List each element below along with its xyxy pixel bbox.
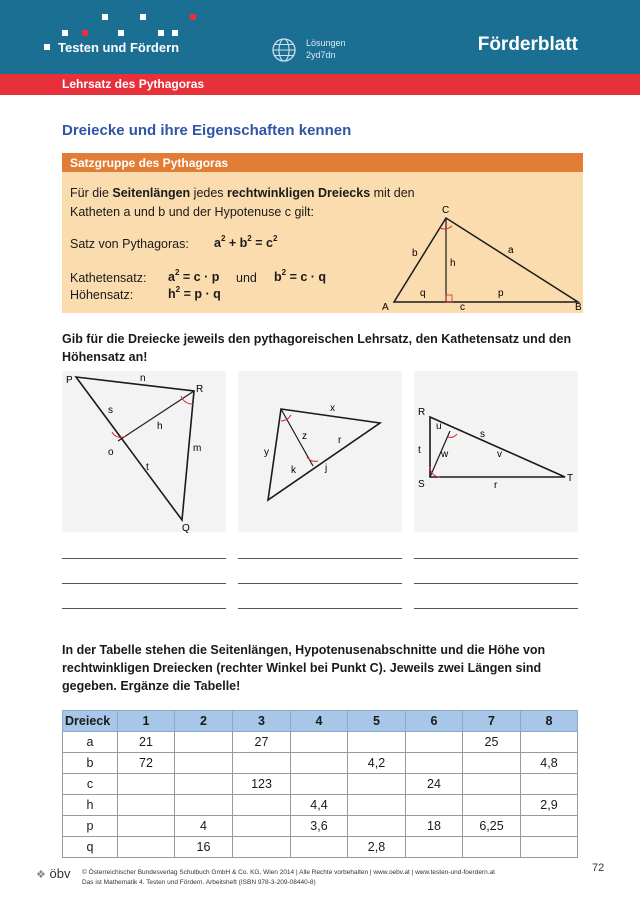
table-cell[interactable]: [406, 753, 463, 774]
table-cell[interactable]: [118, 795, 175, 816]
page-number: 72: [592, 862, 605, 874]
svg-text:s: s: [108, 405, 113, 416]
label-A: A: [382, 302, 389, 313]
kathetensatz-and: und: [236, 271, 257, 285]
table-cell[interactable]: [406, 795, 463, 816]
table-cell[interactable]: [233, 795, 291, 816]
table-cell[interactable]: [291, 837, 348, 858]
table-cell[interactable]: [348, 774, 406, 795]
data-table: [62, 710, 578, 858]
task1-instruction: Gib für die Dreiecke jeweils den pythagoreischen Lehrsatz, den Kathetensatz und den Höhensatz an!: [62, 332, 572, 364]
svg-text:S: S: [418, 479, 425, 490]
answer-line[interactable]: [62, 608, 226, 609]
table-cell[interactable]: [521, 837, 578, 858]
table-header-cell: 7: [463, 711, 521, 732]
svg-text:k: k: [291, 465, 296, 476]
theorem-box-heading: Satzgruppe des Pythagoras: [62, 153, 583, 172]
svg-text:n: n: [140, 373, 146, 384]
theorem-triangle-figure: [380, 205, 583, 313]
svg-text:p: p: [498, 288, 504, 299]
svg-text:q: q: [420, 288, 426, 299]
svg-text:c: c: [460, 302, 465, 313]
table-cell[interactable]: [406, 732, 463, 753]
answer-line[interactable]: [62, 583, 226, 584]
table-cell[interactable]: [406, 837, 463, 858]
table-cell[interactable]: [118, 816, 175, 837]
table-cell[interactable]: 123: [233, 774, 291, 795]
table-cell[interactable]: [463, 837, 521, 858]
svg-text:a: a: [508, 245, 514, 256]
svg-text:m: m: [193, 443, 202, 454]
table-cell[interactable]: 3,6: [291, 816, 348, 837]
table-cell[interactable]: [521, 774, 578, 795]
table-cell[interactable]: [348, 816, 406, 837]
table-cell[interactable]: [233, 837, 291, 858]
solutions-link[interactable]: Lösungen 2yd7dn: [306, 38, 346, 60]
table-header-cell: 6: [406, 711, 463, 732]
svg-text:s: s: [480, 429, 485, 440]
table-cell[interactable]: 4,8: [521, 753, 578, 774]
theorem-intro: Für die Seitenlängen jedes rechtwinkligen Dreiecks mit den Katheten a und b und der Hypotenuse c gilt:: [70, 186, 415, 219]
table-header-cell: 2: [175, 711, 233, 732]
table-header-cell: 3: [233, 711, 291, 732]
answer-line[interactable]: [238, 558, 402, 559]
table-row: [63, 816, 578, 837]
kathetensatz-formula-b: $b^2 = c \cdot q$: [274, 268, 327, 284]
table-header-cell: 4: [291, 711, 348, 732]
svg-text:R: R: [196, 384, 204, 395]
table-cell[interactable]: [348, 795, 406, 816]
table-cell[interactable]: [118, 837, 175, 858]
table-cell[interactable]: 16: [175, 837, 233, 858]
table-cell[interactable]: 24: [406, 774, 463, 795]
pythagoras-label: Satz von Pythagoras:: [70, 237, 189, 251]
table-row: [63, 732, 578, 753]
svg-text:R: R: [418, 407, 426, 418]
svg-text:x: x: [330, 403, 335, 414]
hoehensatz-formula: $h^2 = p \cdot q$: [168, 285, 221, 301]
triangle-figure-1: [62, 371, 226, 532]
svg-text:j: j: [325, 463, 328, 474]
svg-text:Q: Q: [182, 523, 190, 534]
svg-text:v: v: [497, 449, 502, 460]
table-header-cell: 5: [348, 711, 406, 732]
triangle-figure-2: [238, 371, 402, 532]
svg-text:P: P: [66, 375, 73, 386]
kathetensatz-formula-a: $a^2 = c \cdot p$: [168, 268, 220, 284]
section-title: Dreiecke und ihre Eigenschaften kennen: [62, 122, 352, 139]
table-cell[interactable]: [118, 774, 175, 795]
theorem-box: [62, 153, 583, 313]
table-row: [63, 795, 578, 816]
row-label: q: [63, 837, 118, 858]
table-header-cell: 1: [118, 711, 175, 732]
kathetensatz-label: Kathetensatz:: [70, 271, 147, 285]
table-cell[interactable]: 72: [118, 753, 175, 774]
table-cell[interactable]: [463, 795, 521, 816]
svg-text:h: h: [157, 421, 163, 432]
table-cell[interactable]: [233, 753, 291, 774]
table-cell[interactable]: 4,2: [348, 753, 406, 774]
row-label: h: [63, 795, 118, 816]
task2-instruction: In der Tabelle stehen die Seitenlängen, Hypotenusenabschnitte und die Höhe von rechtwinkligen Dreiecken (rechter Winkel bei Punkt C). Jeweils zwei Längen sind gegeben. Ergänze die Tabelle!: [62, 643, 546, 693]
table-cell[interactable]: 21: [118, 732, 175, 753]
table-header-cell: Dreieck: [63, 711, 118, 732]
answer-line[interactable]: [238, 583, 402, 584]
svg-text:r: r: [494, 480, 498, 491]
hoehensatz-label: Höhensatz:: [70, 288, 134, 302]
table-cell[interactable]: 2,9: [521, 795, 578, 816]
table-header-cell: 8: [521, 711, 578, 732]
answer-line[interactable]: [238, 608, 402, 609]
svg-text:t: t: [418, 445, 421, 456]
table-cell[interactable]: [233, 816, 291, 837]
table-row: [63, 774, 578, 795]
sheet-type: Förderblatt: [477, 34, 578, 55]
svg-text:r: r: [338, 435, 342, 446]
triangle-figure-3: [414, 371, 578, 532]
row-label: a: [63, 732, 118, 753]
table-cell[interactable]: 25: [463, 732, 521, 753]
answer-line[interactable]: [414, 608, 578, 609]
answer-line[interactable]: [62, 558, 226, 559]
svg-text:t: t: [146, 462, 149, 473]
svg-text:h: h: [450, 258, 456, 269]
table-cell[interactable]: [175, 795, 233, 816]
svg-text:b: b: [412, 248, 418, 259]
table-cell[interactable]: 4,4: [291, 795, 348, 816]
table-cell[interactable]: [291, 753, 348, 774]
brand-name: Testen und Fördern: [44, 40, 179, 55]
table-cell[interactable]: 2,8: [348, 837, 406, 858]
svg-text:u: u: [436, 421, 442, 432]
pythagoras-formula: $a^2 + b^2 = c^2$: [214, 234, 278, 250]
row-label: b: [63, 753, 118, 774]
label-B: B: [575, 302, 582, 313]
table-cell[interactable]: [175, 774, 233, 795]
table-cell[interactable]: [463, 753, 521, 774]
footer-copyright: © Österreichischer Bundesverlag Schulbuch GmbH & Co. KG, Wien 2014 | Alle Rechte vorbehalten | www.oebv.at | www.testen-und-foerdern.at Das ist Mathematik 4. Testen und Fördern. Arbeitsheft (ISBN 978-3-209-08440-8): [82, 869, 495, 886]
table-cell[interactable]: 27: [233, 732, 291, 753]
svg-text:T: T: [567, 473, 574, 484]
svg-text:o: o: [108, 447, 114, 458]
publisher-logo: ❖ öbv: [36, 866, 71, 881]
table-row: [63, 837, 578, 858]
answer-line[interactable]: [414, 583, 578, 584]
svg-text:y: y: [264, 447, 269, 458]
table-cell[interactable]: 6,25: [463, 816, 521, 837]
answer-line[interactable]: [414, 558, 578, 559]
row-label: c: [63, 774, 118, 795]
table-cell[interactable]: [175, 732, 233, 753]
table-row: [63, 753, 578, 774]
table-cell[interactable]: 4: [175, 816, 233, 837]
header-bar: [0, 0, 640, 74]
table-cell[interactable]: [348, 732, 406, 753]
table-cell[interactable]: [291, 732, 348, 753]
brand-dots: [62, 14, 202, 40]
table-cell[interactable]: 18: [406, 816, 463, 837]
table-cell[interactable]: [463, 774, 521, 795]
table-cell[interactable]: [521, 816, 578, 837]
topic-bar: [0, 74, 640, 95]
table-cell[interactable]: [175, 753, 233, 774]
svg-text:w: w: [441, 449, 449, 460]
globe-icon[interactable]: [271, 37, 297, 63]
table-cell[interactable]: [521, 732, 578, 753]
table-header-row: [63, 711, 578, 732]
label-C: C: [442, 205, 450, 216]
table-cell[interactable]: [291, 774, 348, 795]
row-label: p: [63, 816, 118, 837]
svg-text:z: z: [302, 431, 307, 442]
topic-title: Lehrsatz des Pythagoras: [62, 77, 205, 91]
